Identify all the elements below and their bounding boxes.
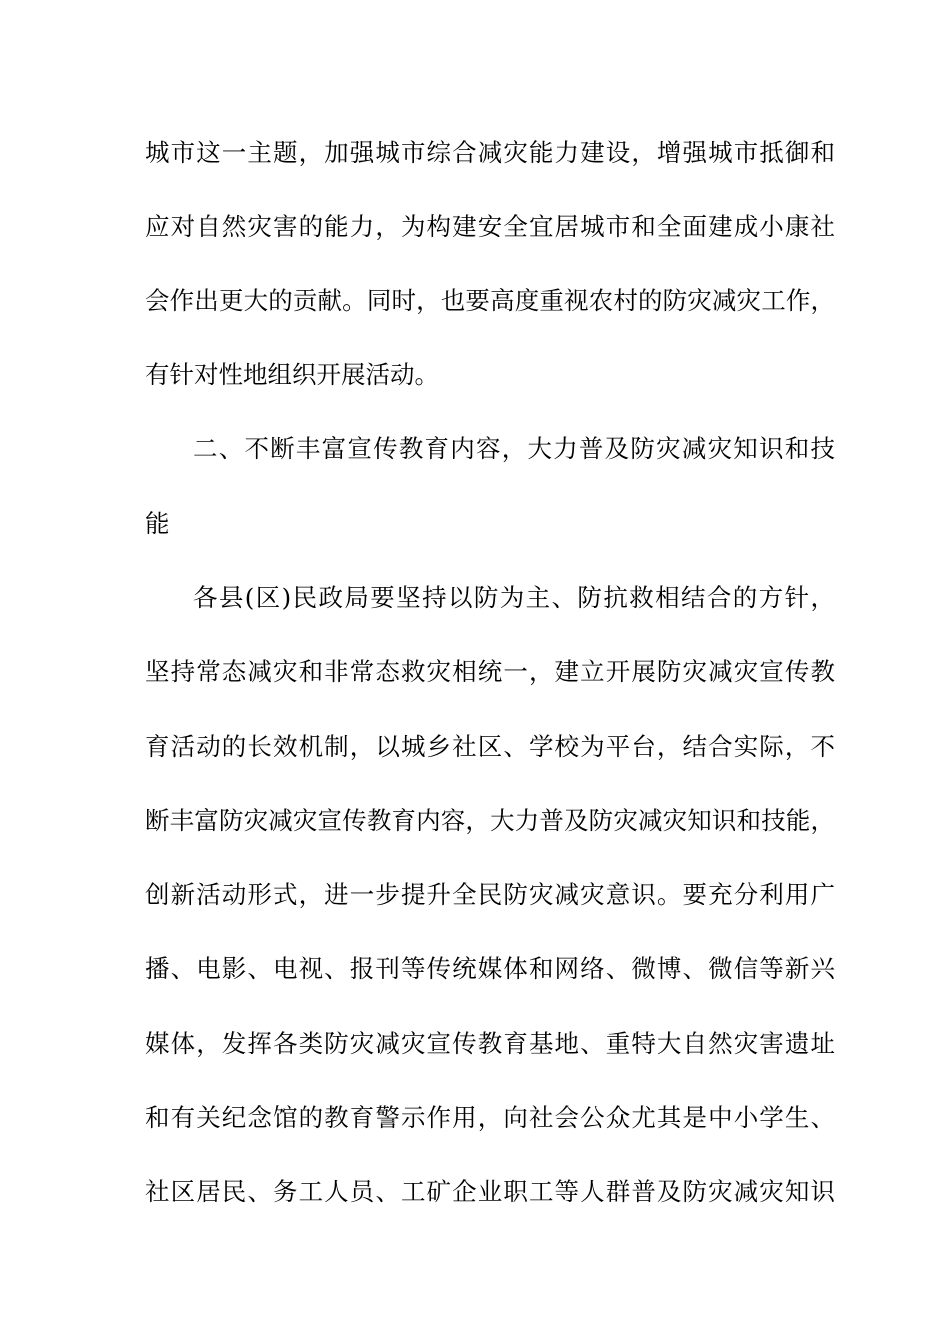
- text-line: 育活动的长效机制，以城乡社区、学校为平台，结合实际，不: [145, 732, 835, 761]
- text-line: 应对自然灾害的能力，为构建安全宜居城市和全面建成小康社: [145, 212, 835, 241]
- section-heading-line: 能: [145, 509, 170, 538]
- text-line: 和有关纪念馆的教育警示作用，向社会公众尤其是中小学生、: [145, 1103, 835, 1132]
- text-line: 会作出更大的贡献。同时，也要高度重视农村的防灾减灾工作，: [145, 286, 835, 315]
- text-line: 社区居民、务工人员、工矿企业职工等人群普及防灾减灾知识: [145, 1177, 835, 1206]
- text-line: 断丰富防灾减灾宣传教育内容，大力普及防灾减灾知识和技能，: [145, 806, 835, 835]
- text-line: 各县(区)民政局要坚持以防为主、防抗救相结合的方针，: [193, 583, 835, 612]
- text-line: 创新活动形式，进一步提升全民防灾减灾意识。要充分利用广: [145, 880, 835, 909]
- text-line: 有针对性地组织开展活动。: [145, 360, 439, 389]
- text-line: 媒体，发挥各类防灾减灾宣传教育基地、重特大自然灾害遗址: [145, 1029, 835, 1058]
- text-line: 城市这一主题，加强城市综合减灾能力建设，增强城市抵御和: [145, 138, 835, 167]
- text-line: 播、电影、电视、报刊等传统媒体和网络、微博、微信等新兴: [145, 954, 835, 983]
- text-line: 坚持常态减灾和非常态救灾相统一，建立开展防灾减灾宣传教: [145, 657, 835, 686]
- section-heading-line: 二、不断丰富宣传教育内容，大力普及防灾减灾知识和技: [193, 434, 835, 463]
